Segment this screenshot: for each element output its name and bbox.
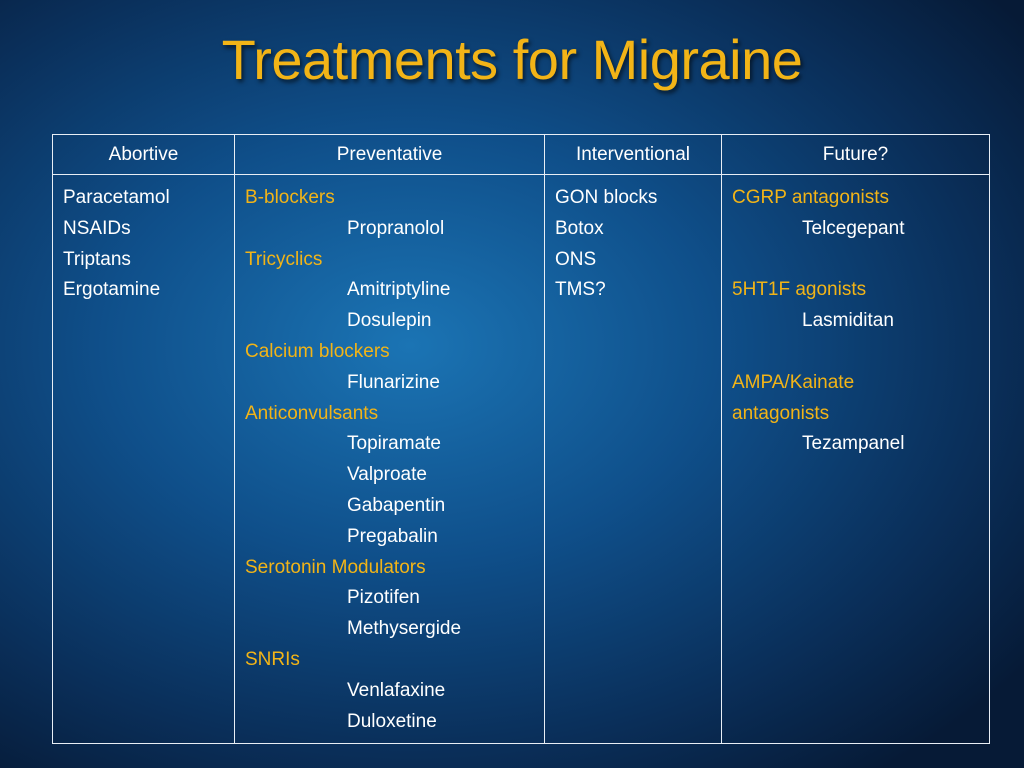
- drug-item: Telcegepant: [802, 217, 905, 239]
- drug-item: Gabapentin: [347, 494, 446, 516]
- abortive-item: NSAIDs: [63, 217, 131, 239]
- drug-item: Propranolol: [347, 217, 445, 239]
- drug-item: Methysergide: [347, 618, 462, 640]
- drug-class-b-blockers: B-blockers: [245, 187, 335, 208]
- interventional-item: Botox: [555, 217, 604, 239]
- abortive-item: Paracetamol: [63, 187, 170, 208]
- spacer: [732, 337, 979, 368]
- drug-item: Valproate: [347, 464, 427, 486]
- drug-class-anticonvulsants: Anticonvulsants: [245, 402, 379, 424]
- drug-item: Lasmiditan: [802, 310, 894, 332]
- header-row: [53, 135, 990, 175]
- drug-class-snris: SNRIs: [245, 648, 300, 670]
- drug-item: Dosulepin: [347, 310, 432, 332]
- drug-class-serotonin-modulators: Serotonin Modulators: [245, 556, 426, 578]
- drug-class-calcium-blockers: Calcium blockers: [245, 340, 390, 362]
- spacer: [732, 245, 979, 276]
- drug-class-tricyclics: Tricyclics: [245, 248, 323, 270]
- drug-class-ampa-kainate: AMPA/Kainate: [732, 371, 855, 393]
- header-future: Future?: [722, 135, 990, 175]
- abortive-item: Triptans: [63, 248, 131, 270]
- drug-item: Duloxetine: [347, 710, 437, 732]
- treatments-table: [52, 134, 990, 744]
- interventional-cell: [545, 175, 722, 744]
- drug-item: Pizotifen: [347, 587, 420, 609]
- drug-class-ampa-kainate-cont: antagonists: [732, 402, 830, 424]
- interventional-item: GON blocks: [555, 187, 658, 208]
- drug-item: Tezampanel: [802, 433, 905, 455]
- header-interventional: Interventional: [545, 135, 722, 175]
- slide-title: Treatments for Migraine: [221, 28, 803, 91]
- drug-item: Topiramate: [347, 433, 441, 455]
- interventional-item: TMS?: [555, 279, 606, 301]
- drug-item: Amitriptyline: [347, 279, 451, 301]
- drug-item: Venlafaxine: [347, 679, 446, 701]
- abortive-cell: [53, 175, 235, 744]
- drug-item: Flunarizine: [347, 371, 440, 393]
- drug-class-cgrp-antagonists: CGRP antagonists: [732, 187, 890, 208]
- header-abortive: Abortive: [53, 135, 235, 175]
- abortive-item: Ergotamine: [63, 279, 161, 301]
- body-row: [53, 175, 990, 744]
- drug-item: Pregabalin: [347, 525, 438, 547]
- preventative-cell: [235, 175, 545, 744]
- future-cell: [722, 175, 990, 744]
- drug-class-5ht1f-agonists: 5HT1F agonists: [732, 279, 867, 301]
- interventional-item: ONS: [555, 248, 597, 270]
- header-preventative: Preventative: [235, 135, 545, 175]
